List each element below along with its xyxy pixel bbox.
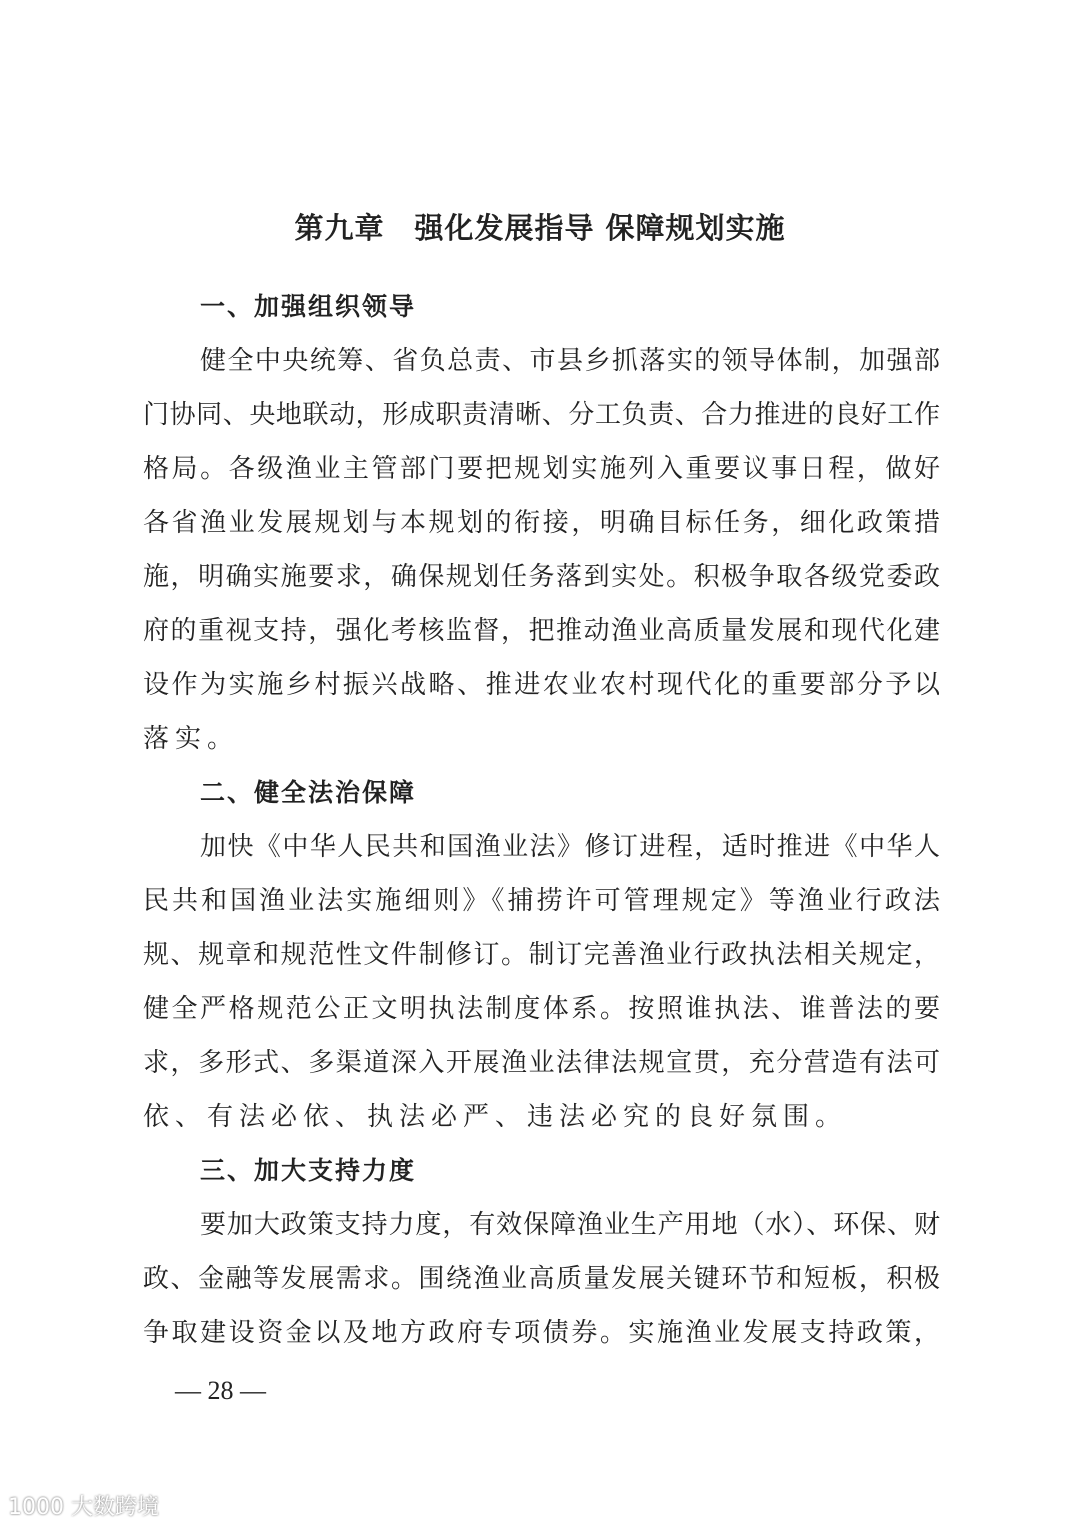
paragraph-line: 争取建设资金以及地方政府专项债券。实施渔业发展支持政策，: [143, 1318, 940, 1348]
paragraph-line: 规、规章和规范性文件制修订。制订完善渔业行政执法相关规定，: [143, 940, 940, 970]
section-heading: 二、健全法治保障: [200, 778, 417, 807]
paragraph-line: 健全中央统筹、省负总责、市县乡抓落实的领导体制，加强部: [200, 346, 940, 376]
document-body: [143, 280, 940, 1360]
section-heading: 三、加大支持力度: [200, 1156, 417, 1185]
section-heading: 一、加强组织领导: [200, 292, 417, 321]
page-number: — 28 —: [175, 1376, 266, 1405]
paragraph-line: 施，明确实施要求，确保规划任务落到实处。积极争取各级党委政: [143, 562, 940, 592]
paragraph-line: 落实。: [143, 724, 240, 754]
paragraph-line: 门协同、央地联动，形成职责清晰、分工负责、合力推进的良好工作: [143, 400, 940, 430]
watermark-logo: 1000 大数跨境: [8, 1495, 159, 1520]
paragraph-line: 各省渔业发展规划与本规划的衔接，明确目标任务，细化政策措: [143, 508, 940, 538]
paragraph-line: 民共和国渔业法实施细则》《捕捞许可管理规定》等渔业行政法: [143, 886, 940, 916]
paragraph-line: 加快《中华人民共和国渔业法》修订进程，适时推进《中华人: [200, 832, 940, 862]
paragraph-line: 依、有法必依、执法必严、违法必究的良好氛围。: [143, 1102, 848, 1132]
paragraph-line: 府的重视支持，强化考核监督，把推动渔业高质量发展和现代化建: [143, 616, 940, 646]
paragraph-line: 要加大政策支持力度，有效保障渔业生产用地（水）、环保、财: [200, 1210, 940, 1240]
paragraph-line: 政、金融等发展需求。围绕渔业高质量发展关键环节和短板，积极: [143, 1264, 940, 1294]
paragraph-line: 求，多形式、多渠道深入开展渔业法律法规宣贯，充分营造有法可: [143, 1048, 940, 1078]
paragraph-line: 设作为实施乡村振兴战略、推进农业农村现代化的重要部分予以: [143, 670, 940, 700]
paragraph-line: 健全严格规范公正文明执法制度体系。按照谁执法、谁普法的要: [143, 994, 940, 1024]
paragraph-line: 格局。各级渔业主管部门要把规划实施列入重要议事日程，做好: [143, 454, 940, 484]
chapter-title: 第九章 强化发展指导 保障规划实施: [294, 211, 786, 245]
